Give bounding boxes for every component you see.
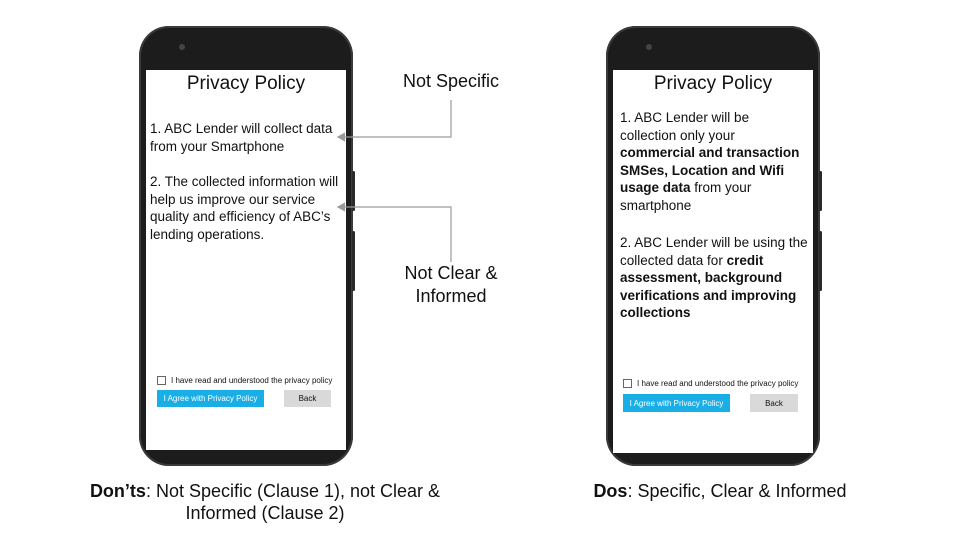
clause-2-text: 2. ABC Lender will be using the collected data for <box>620 235 808 268</box>
not-clear-connector <box>338 207 451 262</box>
caption-donts-text: : Not Specific (Clause 1), not Clear & <box>145 481 441 501</box>
back-button[interactable]: Back <box>750 394 798 412</box>
clause-1-bold-text: commercial and transaction SMSes, Location and Wifi usage data <box>620 145 800 195</box>
caption-donts <box>60 480 470 524</box>
clause-2-bold-text: credit assessment, background verifications and improving collections <box>620 252 797 320</box>
clause-1: 1. ABC Lender will collect data from your Smartphone <box>150 121 333 154</box>
caption-dos <box>560 480 880 502</box>
caption-donts-line2: Informed (Clause 2) <box>185 503 345 523</box>
page-title: Privacy Policy <box>653 73 773 94</box>
callout-not-clear-line1: Not Clear & <box>404 263 498 283</box>
clause-1-text: 1. ABC Lender will be collection only your <box>620 110 750 143</box>
not-specific-connector <box>338 100 451 137</box>
agree-button[interactable]: I Agree with Privacy Policy <box>623 394 730 412</box>
page-title: Privacy Policy <box>186 73 306 94</box>
caption-dos-label: Dos <box>593 481 628 501</box>
caption-dos-text: : Specific, Clear & Informed <box>627 481 847 501</box>
agree-button[interactable]: I Agree with Privacy Policy <box>157 390 264 407</box>
clause-1-suffix: from your smartphone <box>620 180 752 213</box>
consent-label: I have read and understood the privacy policy <box>637 379 799 388</box>
caption-donts-line1 <box>60 480 470 502</box>
callout-not-specific: Not Specific <box>402 71 500 91</box>
consent-label: I have read and understood the privacy policy <box>171 376 333 385</box>
clause-2: 2. The collected information will help us improve our service quality and efficiency of ABC’s lending operations. <box>150 174 339 242</box>
callout-not-clear-line2: Informed <box>415 286 487 306</box>
callout-not-clear <box>381 262 521 308</box>
caption-donts-label: Don’ts <box>89 481 146 501</box>
back-button[interactable]: Back <box>284 390 331 407</box>
